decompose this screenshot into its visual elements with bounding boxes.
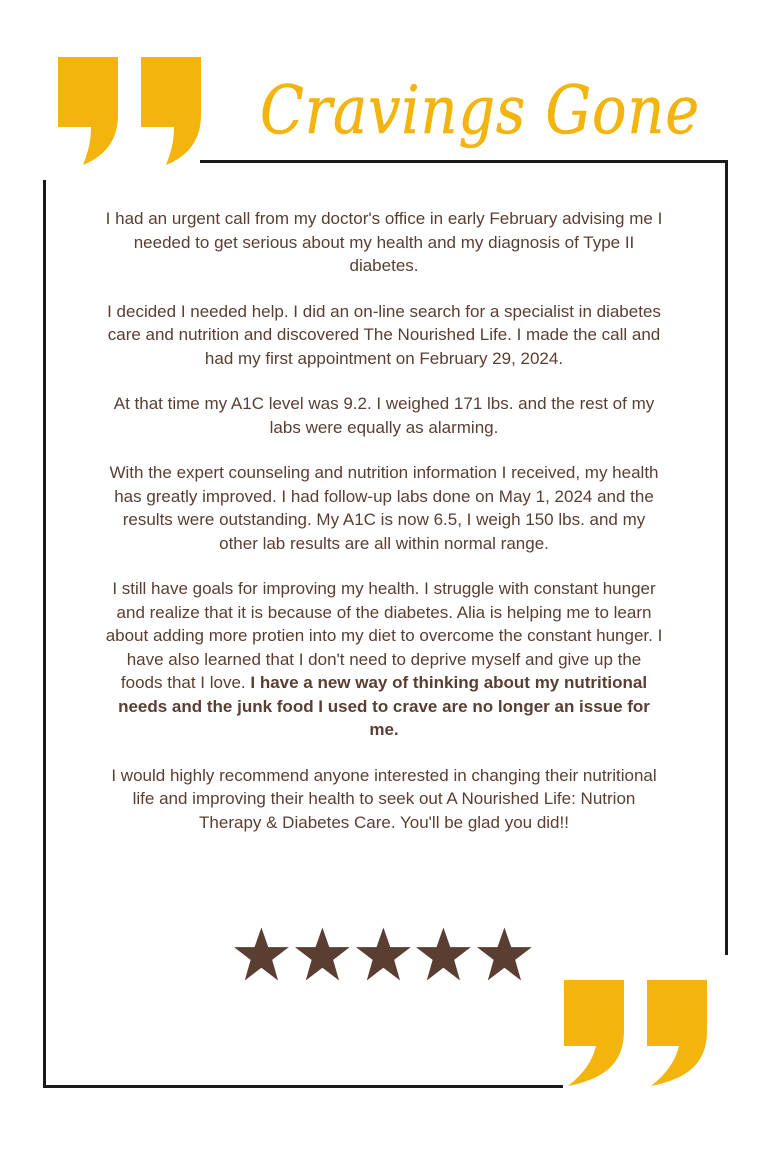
testimonial-body (105, 207, 663, 856)
paragraph-5-bold: I have a new way of thinking about my nutritional needs and the junk food I used to crave are no longer an issue for me. (118, 673, 650, 739)
paragraph-3: At that time my A1C level was 9.2. I weighed 171 lbs. and the rest of my labs were equally as alarming. (113, 394, 655, 437)
frame-left-border (43, 180, 46, 1088)
page-title (250, 55, 720, 185)
close-quote-icon (562, 980, 712, 1088)
star-rating (233, 926, 533, 986)
paragraph-6: I would highly recommend anyone interested in changing their nutritional life and improving their health to seek out A Nourished Life: Nutrion Therapy & Diabetes Care. You'll be glad you did!! (111, 765, 657, 832)
frame-bottom-border (43, 1085, 563, 1088)
paragraph-2: I decided I needed help. I did an on-line search for a specialist in diabetes care and nutrition and discovered The Nourished Life. I made the call and had my first appointment on February 29, 2024. (107, 301, 661, 368)
star-icon (355, 926, 412, 982)
frame-right-border (725, 160, 728, 955)
paragraph-5 (105, 577, 663, 742)
star-icon (476, 926, 533, 982)
open-quote-icon (55, 57, 205, 165)
paragraph-5-text: I still have goals for improving my health. I struggle with constant hunger and realize that it is because of the diabetes. Alia is helping me to learn about adding more protien into my diet to overcome the constant hunger. I have also learned that I don't need to deprive myself and give up the foods that I love. (105, 579, 663, 692)
star-icon (415, 926, 472, 982)
title-text: Cravings Gone (260, 72, 700, 149)
paragraph-4: With the expert counseling and nutrition information I received, my health has greatly improved. I had follow-up labs done on May 1, 2024 and the results were outstanding. My A1C is now 6.5, I weigh 150 lbs. and my other lab results are all within normal range. (109, 463, 659, 553)
paragraph-1: I had an urgent call from my doctor's office in early February advising me I needed to get serious about my health and my diagnosis of Type II diabetes. (105, 209, 663, 275)
star-icon (294, 926, 351, 982)
star-icon (233, 926, 290, 982)
